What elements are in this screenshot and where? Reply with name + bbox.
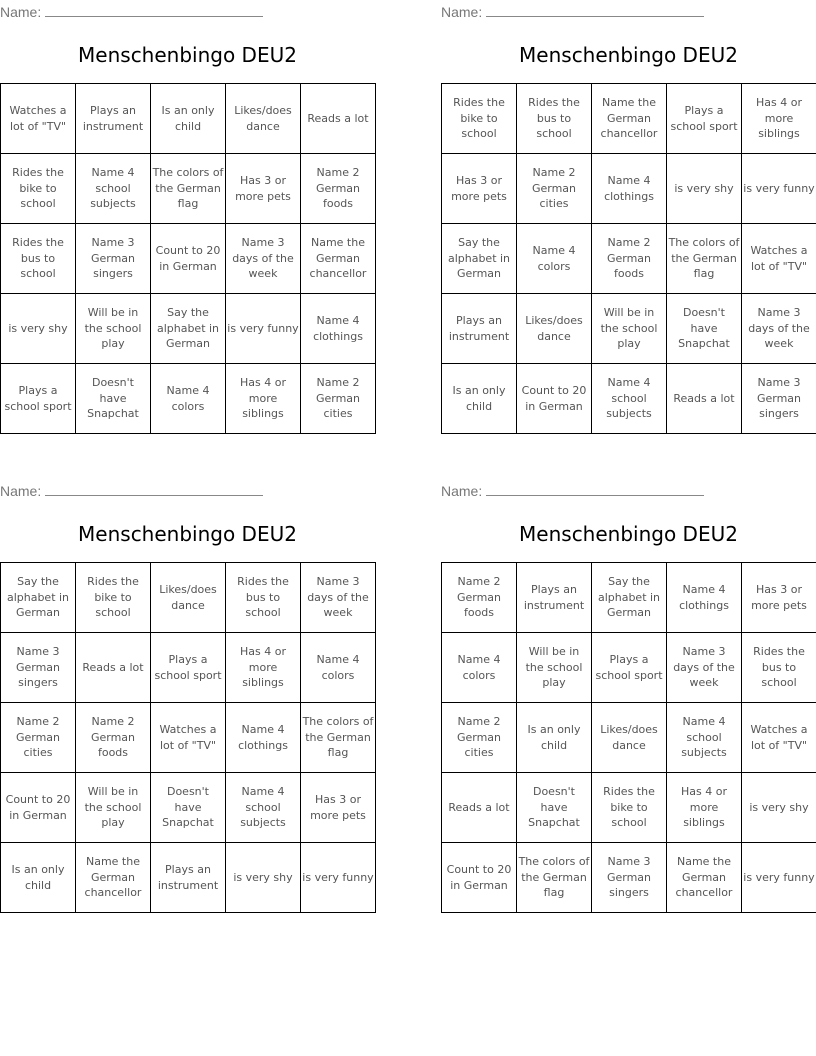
grid-row — [1, 224, 376, 294]
bingo-cell: Rides the bus to school — [517, 84, 592, 154]
bingo-grid — [441, 83, 816, 434]
grid-row — [442, 843, 816, 913]
bingo-card — [0, 479, 375, 914]
grid-row — [1, 294, 376, 364]
bingo-cell: Will be in the school play — [76, 294, 151, 364]
bingo-cell: Is an only child — [151, 84, 226, 154]
name-underline — [45, 15, 263, 17]
bingo-cell: is very shy — [226, 843, 301, 913]
bingo-cell: is very funny — [742, 843, 816, 913]
bingo-card — [0, 0, 375, 435]
bingo-cell: Count to 20 in German — [1, 773, 76, 843]
bingo-cell: Watches a lot of "TV" — [742, 224, 816, 294]
bingo-cell: Plays a school sport — [151, 633, 226, 703]
bingo-cell: Likes/does dance — [151, 563, 226, 633]
name-label: Name: — [0, 483, 42, 499]
bingo-cell: Has 3 or more pets — [442, 154, 517, 224]
bingo-cell: Name the German chancellor — [592, 84, 667, 154]
bingo-cell: Has 4 or more siblings — [226, 364, 301, 434]
bingo-cell: Name the German chancellor — [301, 224, 376, 294]
bingo-cell: Name 2 German foods — [301, 154, 376, 224]
bingo-cell: Name 3 German singers — [1, 633, 76, 703]
card-title: Menschenbingo DEU2 — [519, 43, 738, 67]
bingo-cell: Name 3 German singers — [76, 224, 151, 294]
bingo-cell: Name 4 colors — [301, 633, 376, 703]
name-underline — [45, 494, 263, 496]
bingo-cell: Plays a school sport — [667, 84, 742, 154]
grid-row — [1, 84, 376, 154]
bingo-cell: is very funny — [226, 294, 301, 364]
bingo-cell: Rides the bike to school — [442, 84, 517, 154]
bingo-cell: Reads a lot — [442, 773, 517, 843]
bingo-cell: Name 4 colors — [517, 224, 592, 294]
bingo-grid — [0, 562, 376, 913]
bingo-cell: Doesn't have Snapchat — [667, 294, 742, 364]
bingo-cell: Has 4 or more siblings — [742, 84, 816, 154]
bingo-cell: Name 4 school subjects — [667, 703, 742, 773]
bingo-cell: Has 3 or more pets — [301, 773, 376, 843]
bingo-cell: The colors of the German flag — [301, 703, 376, 773]
bingo-cell: Name 4 clothings — [301, 294, 376, 364]
bingo-cell: The colors of the German flag — [517, 843, 592, 913]
bingo-cell: Name 3 days of the week — [742, 294, 816, 364]
card-title: Menschenbingo DEU2 — [78, 43, 297, 67]
bingo-cell: Name 2 German cities — [442, 703, 517, 773]
bingo-cell: Rides the bus to school — [742, 633, 816, 703]
bingo-cell: Plays an instrument — [442, 294, 517, 364]
bingo-cell: Is an only child — [442, 364, 517, 434]
bingo-cell: Has 3 or more pets — [226, 154, 301, 224]
bingo-cell: Has 3 or more pets — [742, 563, 816, 633]
card-title: Menschenbingo DEU2 — [78, 522, 297, 546]
bingo-cell: Name the German chancellor — [667, 843, 742, 913]
bingo-cell: Doesn't have Snapchat — [76, 364, 151, 434]
grid-row — [442, 773, 816, 843]
bingo-cell: The colors of the German flag — [667, 224, 742, 294]
bingo-cell: Say the alphabet in German — [1, 563, 76, 633]
bingo-cell: Is an only child — [517, 703, 592, 773]
bingo-cell: Doesn't have Snapchat — [151, 773, 226, 843]
card-title: Menschenbingo DEU2 — [519, 522, 738, 546]
bingo-cell: Will be in the school play — [592, 294, 667, 364]
bingo-cell: Reads a lot — [76, 633, 151, 703]
bingo-cell: Rides the bike to school — [592, 773, 667, 843]
bingo-cell: Likes/does dance — [517, 294, 592, 364]
bingo-cell: Name 3 days of the week — [226, 224, 301, 294]
grid-row — [442, 154, 816, 224]
bingo-cell: Name 4 clothings — [592, 154, 667, 224]
name-label: Name: — [441, 483, 483, 499]
grid-row — [1, 364, 376, 434]
grid-row — [442, 563, 816, 633]
name-field[interactable] — [441, 2, 704, 20]
bingo-cell: Will be in the school play — [517, 633, 592, 703]
grid-row — [442, 224, 816, 294]
bingo-cell: Reads a lot — [667, 364, 742, 434]
bingo-cell: Is an only child — [1, 843, 76, 913]
bingo-card — [441, 0, 816, 435]
bingo-grid — [0, 83, 376, 434]
bingo-cell: Name 2 German cities — [517, 154, 592, 224]
bingo-cell: Has 4 or more siblings — [226, 633, 301, 703]
grid-row — [1, 773, 376, 843]
bingo-cell: Name 4 school subjects — [226, 773, 301, 843]
bingo-cell: Plays an instrument — [151, 843, 226, 913]
bingo-cell: Likes/does dance — [592, 703, 667, 773]
bingo-cell: Say the alphabet in German — [442, 224, 517, 294]
bingo-cell: Name 4 clothings — [226, 703, 301, 773]
bingo-cell: Name 2 German foods — [442, 563, 517, 633]
bingo-cell: is very funny — [301, 843, 376, 913]
name-field[interactable] — [0, 2, 263, 20]
bingo-cell: The colors of the German flag — [151, 154, 226, 224]
grid-row — [1, 563, 376, 633]
bingo-cell: Name 3 days of the week — [301, 563, 376, 633]
bingo-cell: is very shy — [667, 154, 742, 224]
name-label: Name: — [441, 4, 483, 20]
bingo-cell: Name 2 German cities — [301, 364, 376, 434]
bingo-card — [441, 479, 816, 914]
grid-row — [442, 294, 816, 364]
bingo-cell: Watches a lot of "TV" — [742, 703, 816, 773]
bingo-cell: Name 2 German foods — [76, 703, 151, 773]
grid-row — [442, 633, 816, 703]
bingo-cell: Rides the bus to school — [1, 224, 76, 294]
bingo-cell: Name 4 school subjects — [76, 154, 151, 224]
bingo-cell: Name 2 German cities — [1, 703, 76, 773]
name-field[interactable] — [0, 481, 263, 499]
bingo-cell: Name 2 German foods — [592, 224, 667, 294]
bingo-cell: Will be in the school play — [76, 773, 151, 843]
bingo-cell: Plays a school sport — [1, 364, 76, 434]
bingo-cell: Name 4 colors — [442, 633, 517, 703]
bingo-cell: Name 4 school subjects — [592, 364, 667, 434]
bingo-cell: Name 3 German singers — [592, 843, 667, 913]
grid-row — [442, 364, 816, 434]
bingo-cell: Rides the bike to school — [76, 563, 151, 633]
bingo-cell: is very shy — [742, 773, 816, 843]
name-label: Name: — [0, 4, 42, 20]
bingo-cell: Has 4 or more siblings — [667, 773, 742, 843]
bingo-cell: is very funny — [742, 154, 816, 224]
bingo-cell: Plays an instrument — [517, 563, 592, 633]
bingo-cell: Doesn't have Snapchat — [517, 773, 592, 843]
grid-row — [1, 703, 376, 773]
bingo-cell: Rides the bus to school — [226, 563, 301, 633]
bingo-cell: is very shy — [1, 294, 76, 364]
name-underline — [486, 15, 704, 17]
bingo-cell: Watches a lot of "TV" — [1, 84, 76, 154]
bingo-cell: Plays an instrument — [76, 84, 151, 154]
bingo-cell: Name 3 days of the week — [667, 633, 742, 703]
grid-row — [442, 703, 816, 773]
name-field[interactable] — [441, 481, 704, 499]
bingo-cell: Name 4 colors — [151, 364, 226, 434]
bingo-cell: Count to 20 in German — [151, 224, 226, 294]
bingo-cell: Count to 20 in German — [517, 364, 592, 434]
bingo-cell: Likes/does dance — [226, 84, 301, 154]
bingo-cell: Watches a lot of "TV" — [151, 703, 226, 773]
bingo-cell: Plays a school sport — [592, 633, 667, 703]
bingo-grid — [441, 562, 816, 913]
bingo-cell: Count to 20 in German — [442, 843, 517, 913]
bingo-cell: Reads a lot — [301, 84, 376, 154]
grid-row — [1, 843, 376, 913]
bingo-cell: Say the alphabet in German — [592, 563, 667, 633]
name-underline — [486, 494, 704, 496]
bingo-cell: Name 4 clothings — [667, 563, 742, 633]
grid-row — [442, 84, 816, 154]
bingo-cell: Rides the bike to school — [1, 154, 76, 224]
grid-row — [1, 154, 376, 224]
bingo-cell: Name the German chancellor — [76, 843, 151, 913]
bingo-cell: Name 3 German singers — [742, 364, 816, 434]
bingo-cell: Say the alphabet in German — [151, 294, 226, 364]
grid-row — [1, 633, 376, 703]
